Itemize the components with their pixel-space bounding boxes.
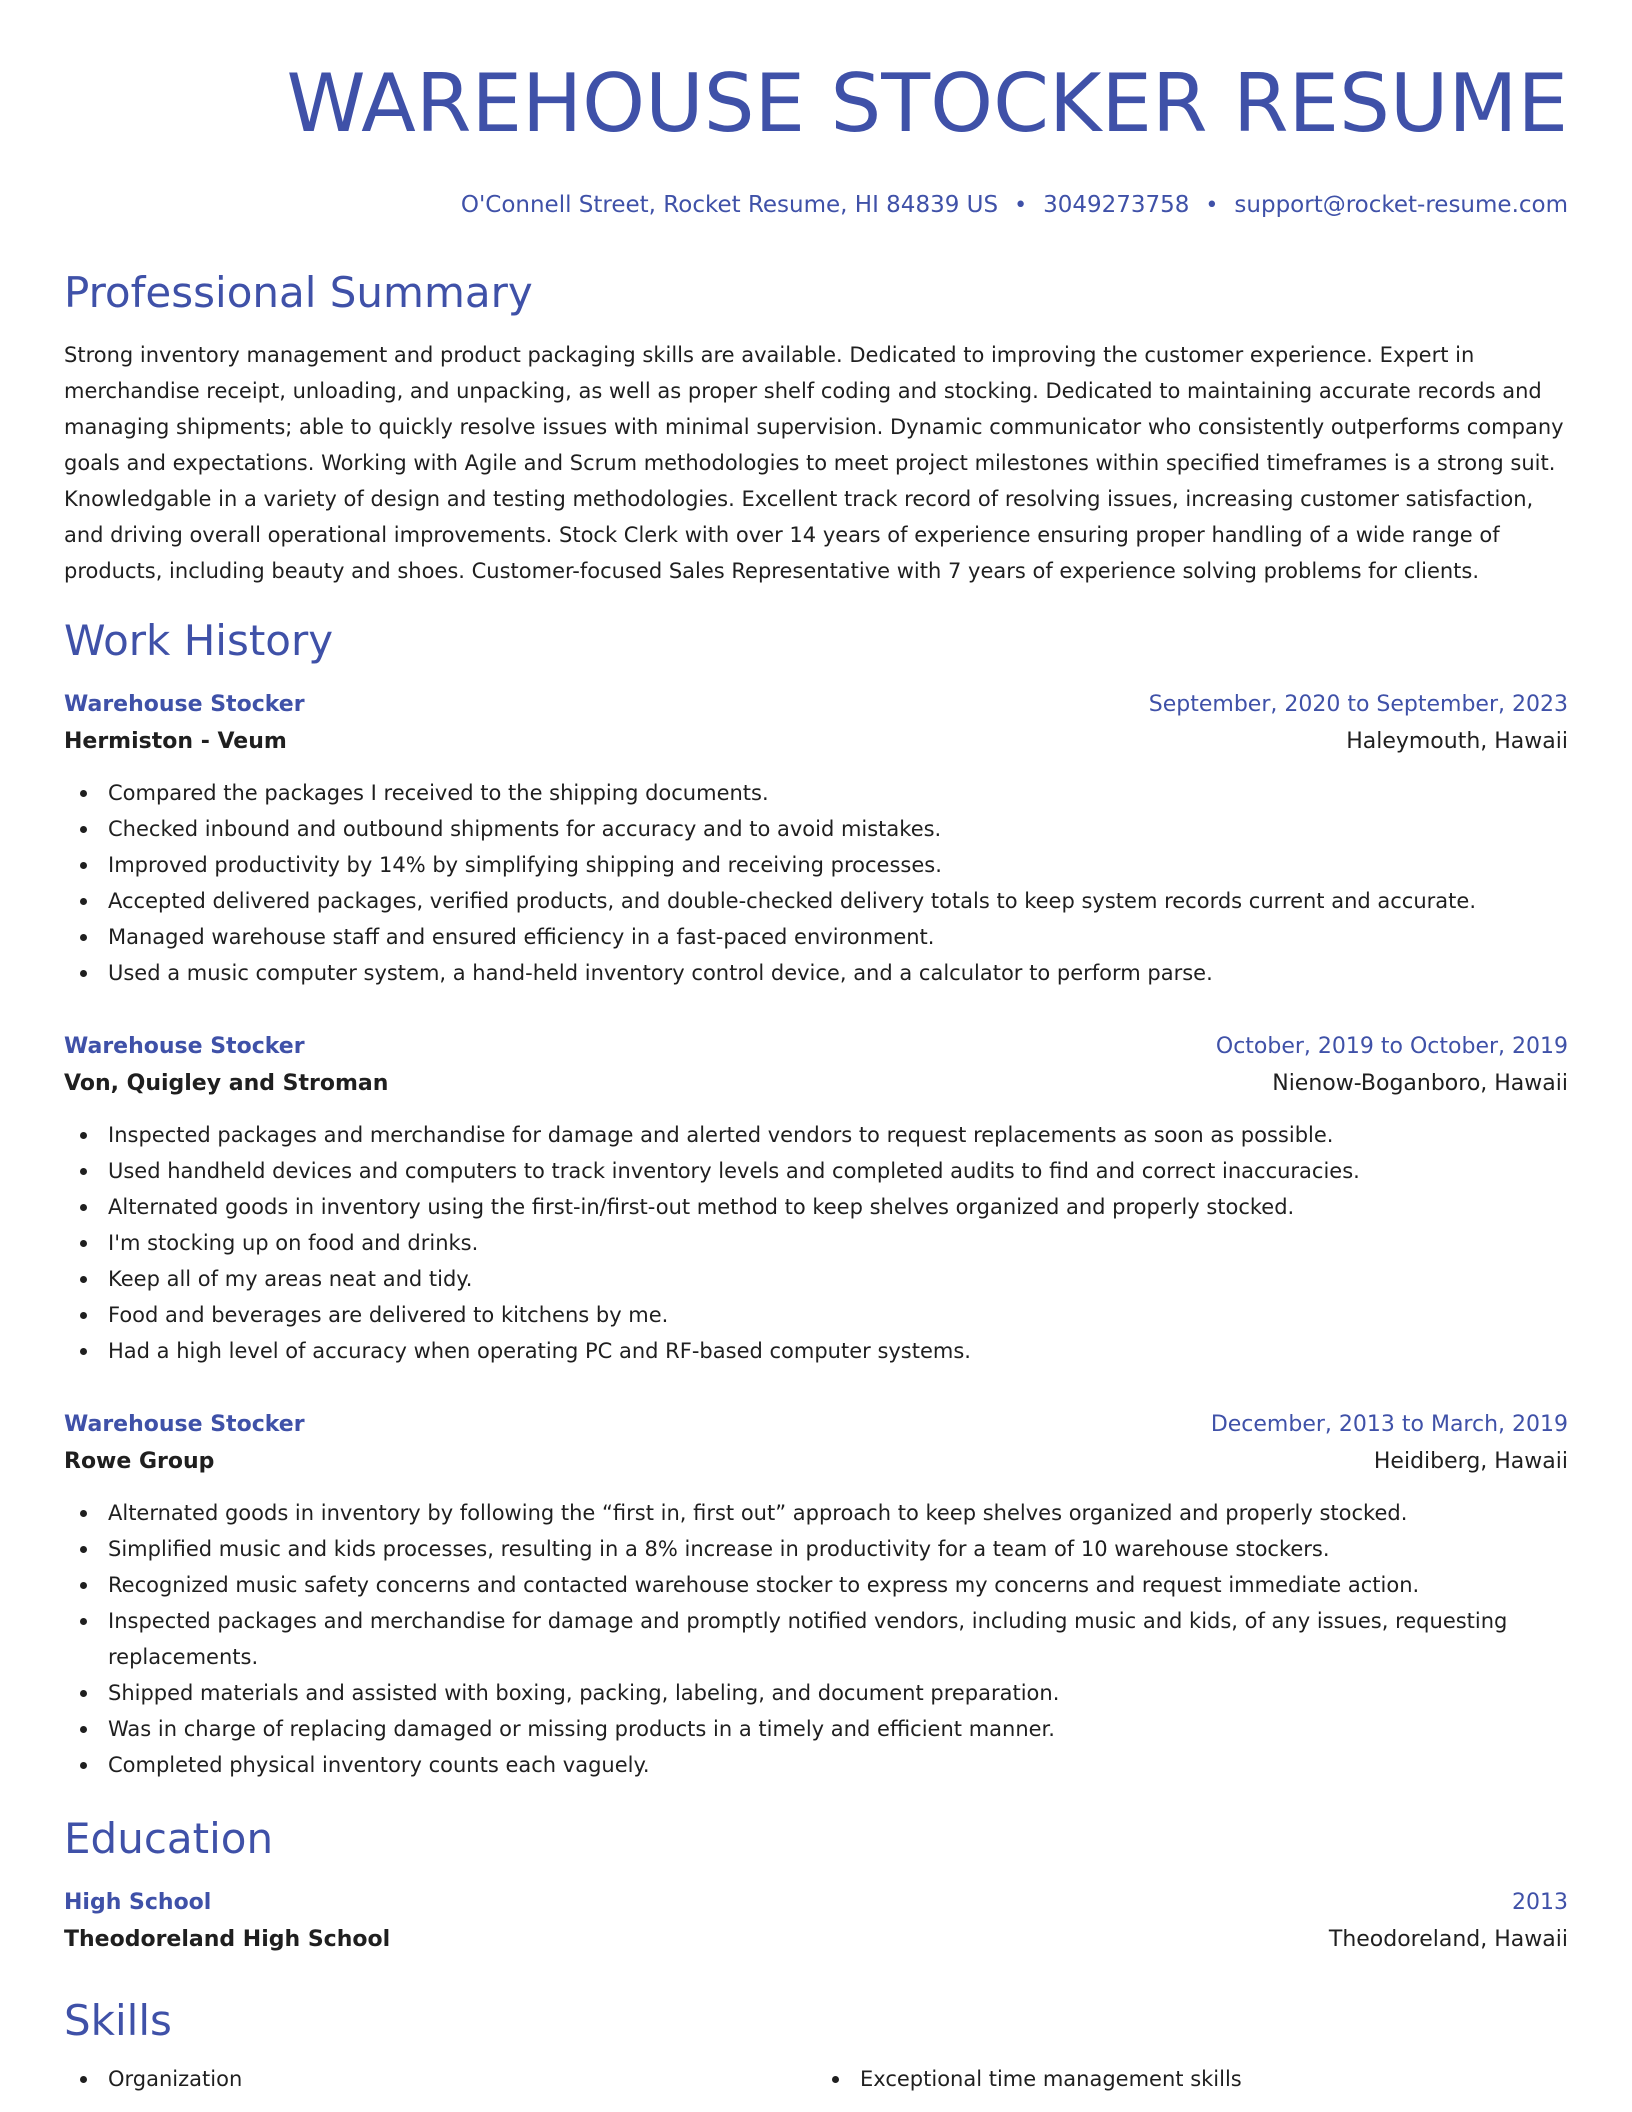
skill-item: Organization <box>64 2061 816 2097</box>
job-bullet: Managed warehouse staff and ensured efficiency in a fast-paced environment. <box>64 919 1568 955</box>
job-entry <box>64 1407 1568 1783</box>
resume-header <box>64 56 1568 221</box>
education-entry <box>64 1885 1568 1959</box>
job-bullet: Recognized music safety concerns and contacted warehouse stocker to express my concerns and request immediate action. <box>64 1567 1568 1603</box>
job-role: Warehouse Stocker <box>64 1412 305 1437</box>
education-location: Theodoreland, Hawaii <box>1328 1927 1568 1952</box>
skills-column-left <box>64 2061 816 2097</box>
contact-address: O'Connell Street, Rocket Resume, HI 84839 US <box>460 192 999 218</box>
job-bullet: Inspected packages and merchandise for damage and promptly notified vendors, including music and kids, of any issues, requesting replacements. <box>64 1603 1568 1675</box>
job-company: Rowe Group <box>64 1449 215 1474</box>
job-bullet: Completed physical inventory counts each vaguely. <box>64 1747 1568 1783</box>
job-bullet: Keep all of my areas neat and tidy. <box>64 1261 1568 1297</box>
section-title-summary: Professional Summary <box>64 268 533 317</box>
job-role: Warehouse Stocker <box>64 692 305 717</box>
job-bullet: Checked inbound and outbound shipments for accuracy and to avoid mistakes. <box>64 811 1568 847</box>
job-bullets <box>64 775 1568 991</box>
job-bullet: Alternated goods in inventory by following the “first in, first out” approach to keep shelves organized and properly stocked. <box>64 1495 1568 1531</box>
contact-phone: 3049273758 <box>1043 192 1190 218</box>
job-dates: September, 2020 to September, 2023 <box>1148 692 1568 717</box>
job-bullet: Accepted delivered packages, verified products, and double-checked delivery totals to keep system records current and accurate. <box>64 883 1568 919</box>
job-bullet: Inspected packages and merchandise for damage and alerted vendors to request replacements as soon as possible. <box>64 1117 1568 1153</box>
resume-title: WAREHOUSE STOCKER RESUME <box>286 57 1568 150</box>
job-bullet: I'm stocking up on food and drinks. <box>64 1225 1568 1261</box>
job-location: Nienow-Boganboro, Hawaii <box>1272 1071 1568 1096</box>
education-school: Theodoreland High School <box>64 1927 391 1952</box>
education-year: 2013 <box>1512 1890 1568 1915</box>
job-entry <box>64 687 1568 991</box>
job-location: Heidiberg, Hawaii <box>1373 1449 1568 1474</box>
skills-list <box>64 2061 1568 2097</box>
job-bullets <box>64 1117 1568 1369</box>
contact-separator: • <box>1205 193 1219 218</box>
job-bullet: Compared the packages I received to the shipping documents. <box>64 775 1568 811</box>
job-company: Hermiston - Veum <box>64 729 287 754</box>
job-bullet: Used a music computer system, a hand-held inventory control device, and a calculator to perform parse. <box>64 955 1568 991</box>
section-title-education: Education <box>64 1814 274 1863</box>
job-bullets <box>64 1495 1568 1783</box>
education-degree: High School <box>64 1890 212 1915</box>
job-bullet: Improved productivity by 14% by simplifying shipping and receiving processes. <box>64 847 1568 883</box>
job-bullet: Shipped materials and assisted with boxing, packing, labeling, and document preparation. <box>64 1675 1568 1711</box>
section-title-work-history: Work History <box>64 616 334 665</box>
job-bullet: Had a high level of accuracy when operating PC and RF-based computer systems. <box>64 1333 1568 1369</box>
job-bullet: Used handheld devices and computers to track inventory levels and completed audits to find and correct inaccuracies. <box>64 1153 1568 1189</box>
job-dates: October, 2019 to October, 2019 <box>1215 1034 1568 1059</box>
job-role: Warehouse Stocker <box>64 1034 305 1059</box>
job-company: Von, Quigley and Stroman <box>64 1071 389 1096</box>
section-title-skills: Skills <box>64 1996 172 2045</box>
contact-email[interactable]: support@rocket-resume.com <box>1234 192 1568 218</box>
job-bullet: Alternated goods in inventory using the first-in/first-out method to keep shelves organized and properly stocked. <box>64 1189 1568 1225</box>
skills-column-right <box>816 2061 1568 2097</box>
job-bullet: Was in charge of replacing damaged or missing products in a timely and efficient manner. <box>64 1711 1568 1747</box>
job-dates: December, 2013 to March, 2019 <box>1210 1412 1568 1437</box>
skill-item: Exceptional time management skills <box>816 2061 1568 2097</box>
contact-line <box>64 190 1568 221</box>
contact-separator: • <box>1014 193 1028 218</box>
job-location: Haleymouth, Hawaii <box>1346 729 1568 754</box>
job-entry <box>64 1029 1568 1369</box>
job-bullet: Simplified music and kids processes, resulting in a 8% increase in productivity for a team of 10 warehouse stockers. <box>64 1531 1568 1567</box>
job-bullet: Food and beverages are delivered to kitchens by me. <box>64 1297 1568 1333</box>
summary-text: Strong inventory management and product packaging skills are available. Dedicated to improving the customer experience. Expert in merchandise receipt, unloading, and unpacking, as well as proper shelf coding and stocking. Dedicated to maintaining accurate records and managing shipments; able to quickly resolve issues with minimal supervision. Dynamic communicator who consistently outperforms company goals and expectations. Working with Agile and Scrum methodologies to meet project milestones within specified timeframes is a strong suit. Knowledgable in a variety of design and testing methodologies. Excellent track record of resolving issues, increasing customer satisfaction, and driving overall operational improvements. Stock Clerk with over 14 years of experience ensuring proper handling of a wide range of products, including beauty and shoes. Customer-focused Sales Representative with 7 years of experience solving problems for clients. <box>64 343 1564 583</box>
